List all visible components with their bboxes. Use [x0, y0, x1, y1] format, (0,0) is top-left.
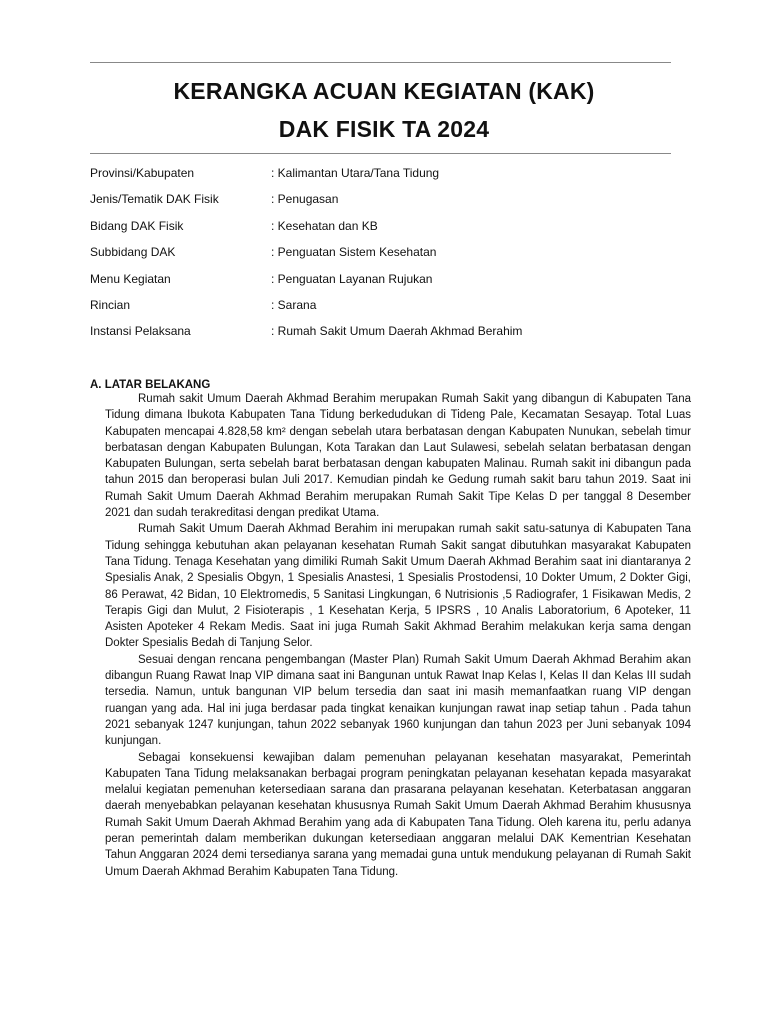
meta-value: : Kesehatan dan KB [271, 218, 378, 233]
meta-value: : Penguatan Sistem Kesehatan [271, 245, 437, 260]
top-divider [90, 62, 671, 63]
meta-label: Provinsi/Kabupaten [90, 166, 195, 180]
header-divider [90, 153, 671, 154]
meta-label: Menu Kegiatan [90, 271, 171, 286]
meta-label: Bidang DAK Fisik [90, 218, 184, 233]
section-body [105, 391, 691, 880]
meta-value: : Rumah Sakit Umum Daerah Akhmad Berahim [271, 324, 523, 339]
meta-value: : Penugasan [271, 192, 339, 207]
meta-label: Subbidang DAK [90, 245, 176, 260]
meta-row-instansi [90, 321, 690, 347]
meta-value: : Kalimantan Utara/Tana Tidung [271, 166, 440, 180]
meta-value: : Penguatan Layanan Rujukan [271, 271, 433, 286]
metadata-table [90, 163, 690, 348]
paragraph: Rumah sakit Umum Daerah Akhmad Berahim merupakan Rumah Sakit yang dibangun di Kabupaten Tana Tidung dimana Ibukota Kabupaten Tana Tidung berkedudukan di Tideng Pale, Kecamatan Sesayap. Total Luas Kabupaten mencapai 4.828,58 km² dengan sebelah utara berbatasan dengan Kabupaten Nunukan, sebelah timur berbatasan dengan Kabupaten Bulungan, Kota Tarakan dan Laut Sulawesi, sebelah selatan berbatasan dengan Kabupaten Bulungan, serta sebelah barat berbatasan dengan kabupaten Malinau. Rumah sakit ini dibangun pada tahun 2015 dan beroperasi bulan Juli 2017. Kemudian pindah ke Gedung rumah sakit baru tahun 2019. Saat ini Rumah Sakit Umum Daerah Akhmad Berahim merupakan Rumah Sakit Tipe Kelas D per tanggal 8 Desember 2021 dan sudah terakreditasi dengan predikat Utama. [105, 393, 691, 520]
meta-label: Rincian [90, 297, 131, 312]
document-title: KERANGKA ACUAN KEGIATAN (KAK) [173, 78, 595, 104]
meta-row-rincian [90, 295, 690, 321]
meta-row-provinsi [90, 163, 690, 189]
paragraph: Rumah Sakit Umum Daerah Akhmad Berahim ini merupakan rumah sakit satu-satunya di Kabupaten Tana Tidung sehingga kebutuhan akan pelayanan kesehatan Rumah Sakit sangat dibutuhkan masyarakat Kabupaten Tana Tidung. Tenaga Kesehatan yang dimiliki Rumah Sakit Umum Daerah Akhmad Berahim saat ini diantaranya 2 Spesialis Anak, 2 Spesialis Obgyn, 1 Spesialis Anastesi, 1 Spesialis Prostodensi, 10 Dokter Umum, 2 Dokter Gigi, 86 Perawat, 42 Bidan, 10 Elektromedis, 5 Sanitasi Lingkungan, 6 Nutrisionis ,5 Radiografer, 1 Fisikawan Medis, 2 Terapis Gigi dan Mulut, 2 Fisioterapis , 1 Kesehatan Kerja, 5 IPSRS , 10 Analis Laboratorium, 6 Apoteker, 11 Asisten Apoteker 4 Rekam Medis. Saat ini juga Rumah Sakit Akhmad Berahim melakukan kerja sama dengan Dokter Spesialis Bedah di Tanjung Selor. [105, 523, 691, 650]
meta-row-bidang [90, 216, 690, 242]
paragraph: Sebagai konsekuensi kewajiban dalam pemenuhan pelayanan kesehatan masyarakat, Pemerintah Kabupaten Tana Tidung melaksanakan berbagai program peningkatan pelayanan kesehatan kepada masyarakat melalui kegiatan pemenuhan ketersediaan sarana dan prasarana pelayanan kesehatan. Keterbatasan anggaran daerah menyebabkan pelayanan kesehatan khususnya Rumah Sakit Umum Daerah Akhmad Berahim khususnya Rumah Sakit Umum Daerah Akhmad Berahim yang ada di Kabupaten Tana Tidung. Oleh karena itu, perlu adanya peran pemerintah dalam memberikan dukungan ketersediaan anggaran melalui DAK Kementrian Kesehatan Tahun Anggaran 2024 demi tersedianya sarana yang memadai guna untuk mendukung pelayanan di Rumah Sakit Umum Daerah Akhmad Berahim Kabupaten Tana Tidung. [105, 751, 691, 878]
meta-row-jenis [90, 189, 690, 215]
meta-row-menu [90, 269, 690, 295]
paragraph: Sesuai dengan rencana pengembangan (Master Plan) Rumah Sakit Umum Daerah Akhmad Berahim akan dibangun Ruang Rawat Inap VIP dimana saat ini Bangunan untuk Rawat Inap Kelas I, Kelas II dan Kelas III sudah tersedia. Namun, untuk bangunan VIP belum tersedia dan saat ini masih memanfaatkan ruang VIP dengan ruangan yang ada. Hal ini juga berdasar pada tingkat kenaikan kunjungan rawat inap setiap tahun . Pada tahun 2021 sebanyak 1247 kunjungan, tahun 2022 sebanyak 1960 kunjungan dan tahun 2023 per Juni sebanyak 1094 kunjungan. [105, 653, 691, 748]
meta-label: Jenis/Tematik DAK Fisik [90, 192, 219, 207]
section-heading: A. LATAR BELAKANG [90, 379, 211, 391]
meta-value: : Sarana [271, 297, 317, 312]
document-subtitle: DAK FISIK TA 2024 [278, 116, 490, 142]
meta-row-subbidang [90, 242, 690, 268]
meta-label: Instansi Pelaksana [90, 324, 191, 339]
